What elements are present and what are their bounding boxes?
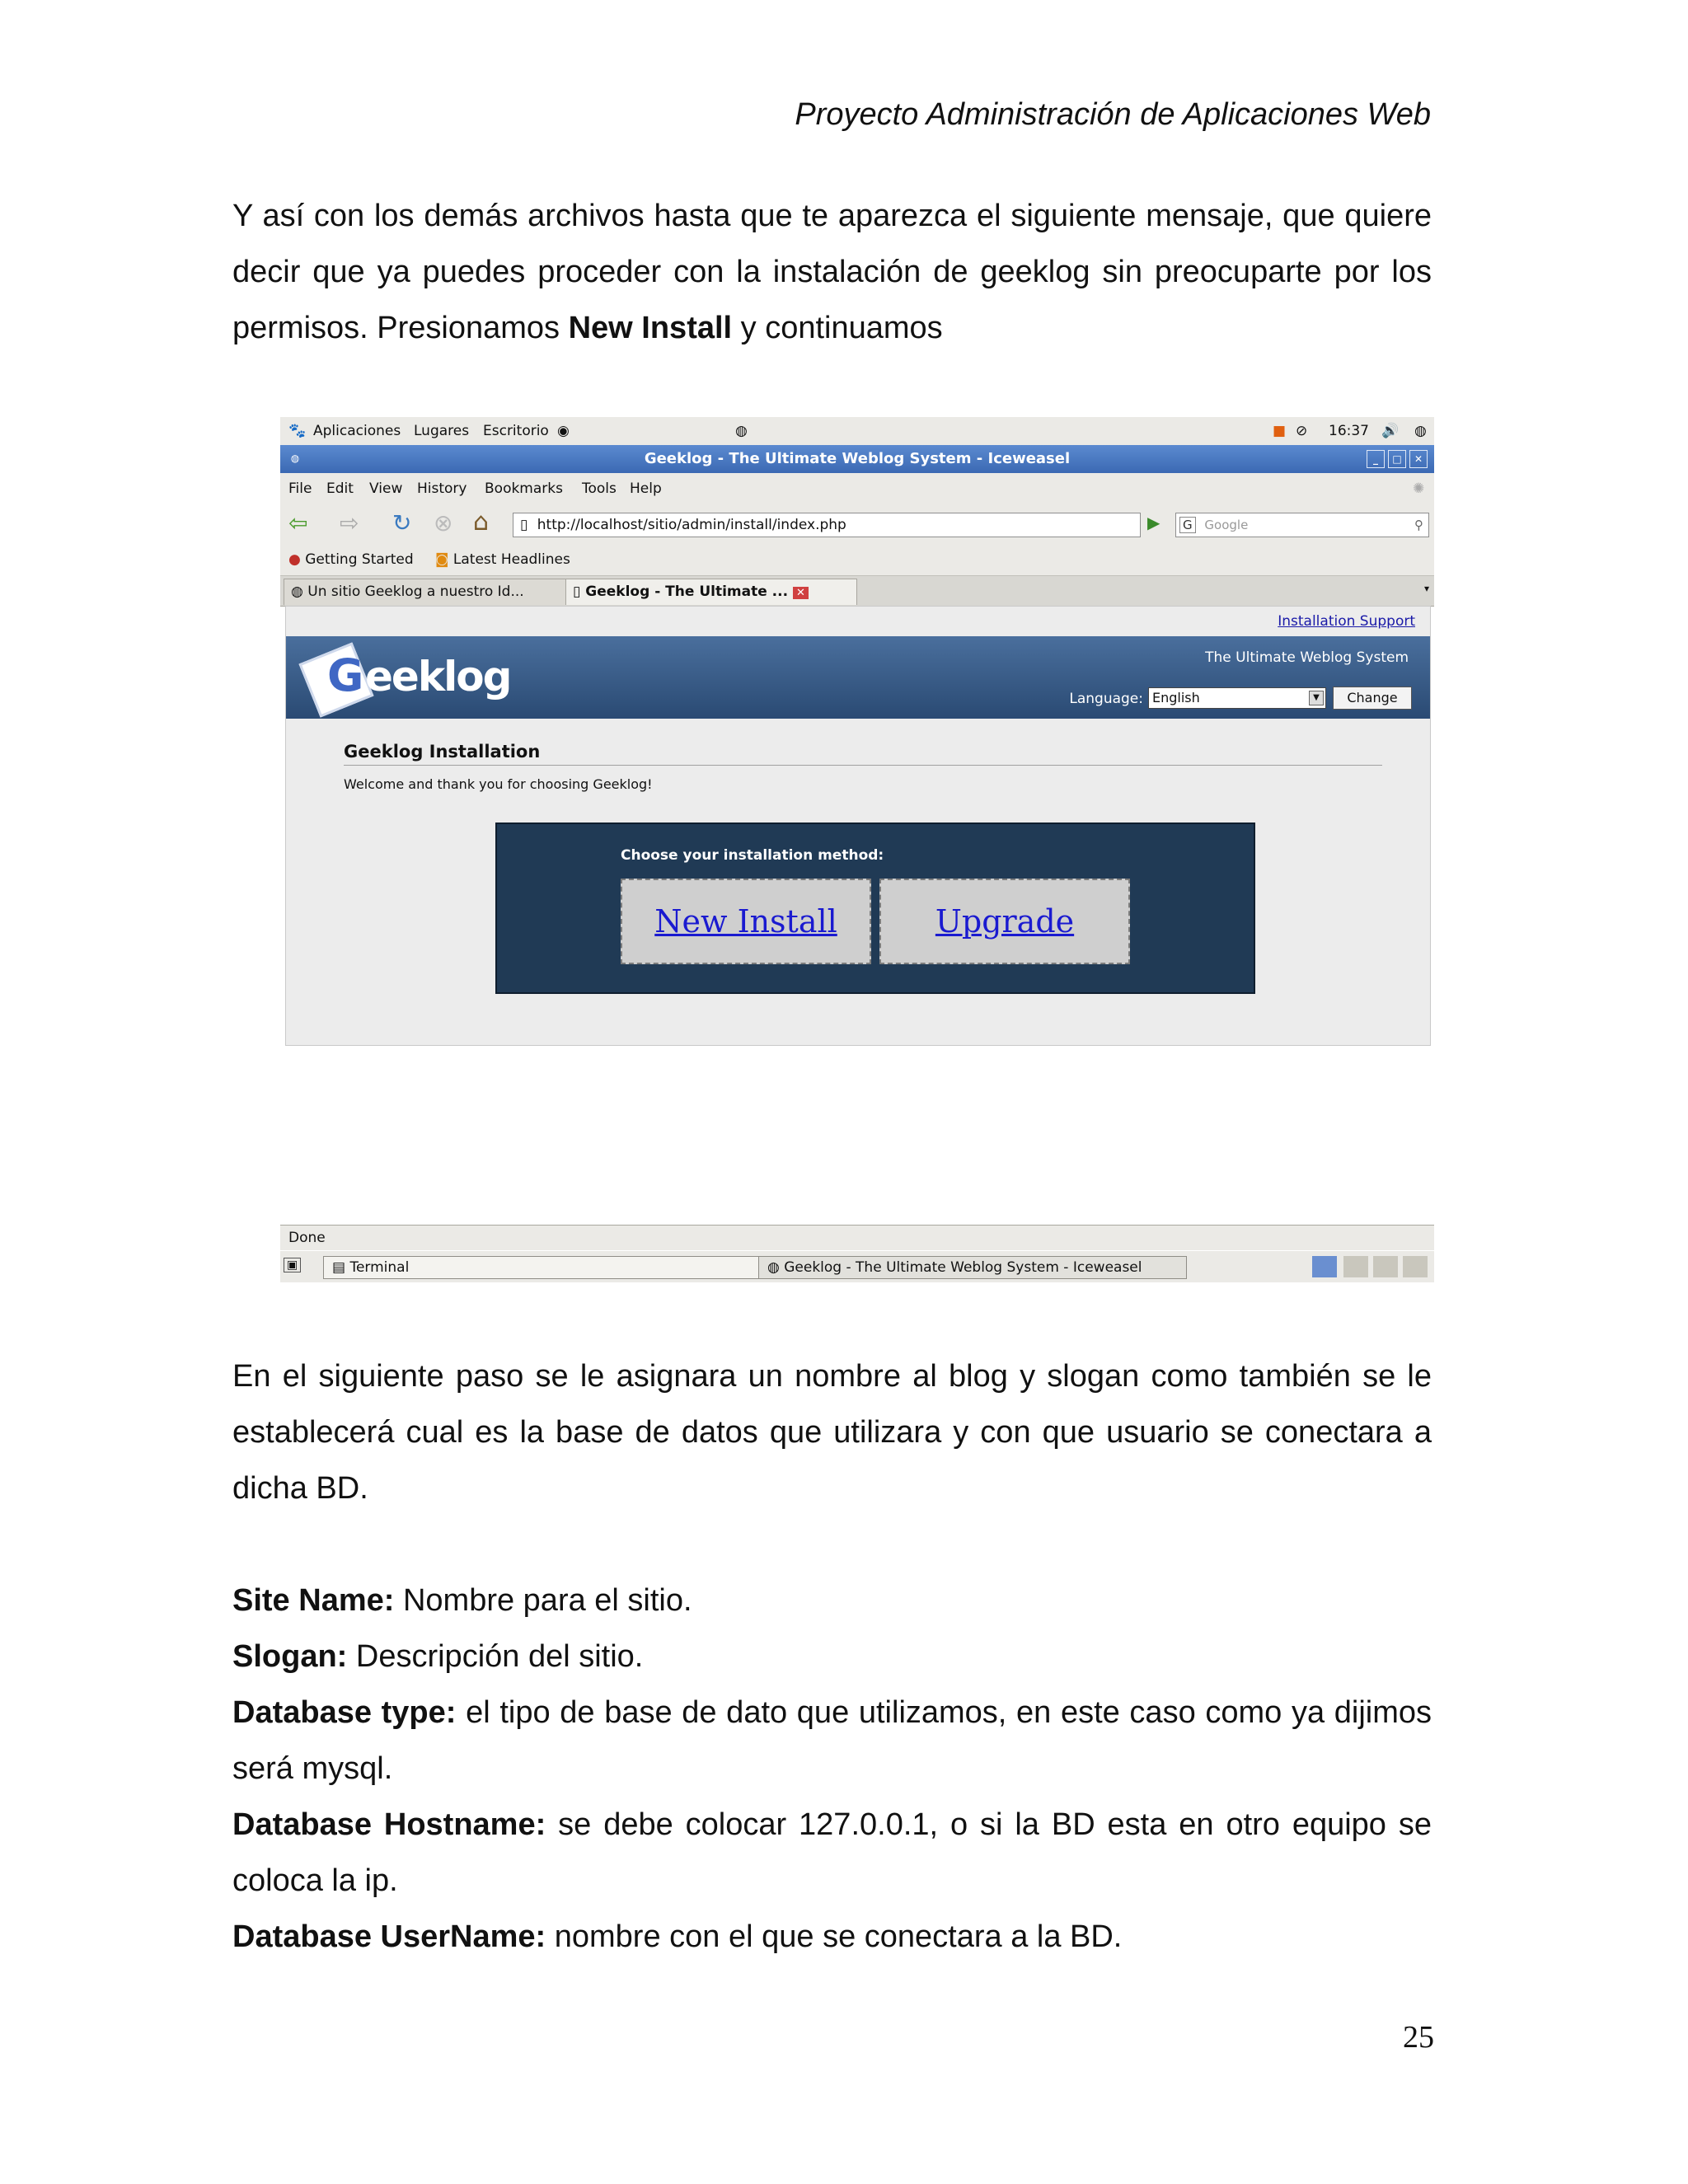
tab-bar: [280, 575, 1434, 607]
bookmark-latest-headlines[interactable]: ◙ Latest Headlines: [435, 551, 570, 568]
update-icon[interactable]: ■: [1273, 423, 1287, 439]
terminal-icon: ▤: [332, 1259, 346, 1276]
choose-method-label: Choose your installation method:: [621, 847, 884, 864]
workspace-2[interactable]: [1343, 1256, 1368, 1277]
panel-menu-apps[interactable]: Aplicaciones: [313, 423, 401, 439]
field-descriptions: [232, 1572, 1432, 1965]
volume-icon[interactable]: 🔊: [1381, 423, 1400, 439]
back-arrow-icon[interactable]: ⇦: [288, 509, 308, 537]
page-number: 25: [1403, 2020, 1434, 2055]
language-value: English: [1152, 690, 1200, 705]
field-database-type: Database type: el tipo de base de dato que utilizamos, en este caso como ya dijimos será mysql.: [232, 1695, 1432, 1786]
workspace-1[interactable]: [1312, 1256, 1337, 1277]
title-divider: [344, 765, 1382, 766]
window-title: Geeklog - The Ultimate Weblog System - Iceweasel: [644, 450, 1071, 467]
language-label: Language:: [1069, 691, 1143, 707]
rss-icon: ◙: [435, 551, 449, 568]
user-icon[interactable]: ◍: [1414, 423, 1427, 439]
network-icon[interactable]: ⊘: [1296, 423, 1308, 439]
tab-1-favicon: ◍: [291, 583, 303, 600]
gnome-taskbar: [280, 1251, 1434, 1282]
home-icon[interactable]: ⌂: [473, 508, 490, 537]
field-database-hostname: Database Hostname: se debe colocar 127.0.0.1, o si la BD esta en otro equipo se coloca la ip.: [232, 1807, 1432, 1898]
search-magnifier-icon[interactable]: ⚲: [1414, 518, 1423, 532]
intro-text-1: Y así con los demás archivos hasta que te aparezca el siguiente mensaje, que quiere decir que ya puedes proceder con la instalación de geeklog sin preocuparte por los permisos. Presionamos: [232, 199, 1432, 345]
browser-screenshot: [280, 417, 1434, 1282]
panel-menu-desktop[interactable]: Escritorio: [483, 423, 549, 439]
language-select[interactable]: [1148, 687, 1326, 709]
page-content: [285, 606, 1431, 1046]
menu-edit[interactable]: Edit: [326, 480, 354, 497]
forward-arrow-icon[interactable]: ⇨: [340, 509, 359, 537]
bookmarks-toolbar: [280, 544, 1434, 575]
maximize-button[interactable]: □: [1388, 450, 1406, 468]
navigation-toolbar: [280, 503, 1434, 544]
geeklog-logo-text: eeklog: [365, 653, 511, 701]
tab-2-title: Geeklog - The Ultimate ...: [585, 583, 789, 600]
geeklog-logo-letter: G: [327, 649, 364, 701]
bookmark-icon: ●: [288, 551, 301, 568]
geeklog-banner: [286, 636, 1430, 719]
menu-view[interactable]: View: [369, 480, 403, 497]
upgrade-button[interactable]: Upgrade: [879, 879, 1130, 964]
search-placeholder: Google: [1204, 518, 1249, 532]
installation-support-link[interactable]: Installation Support: [1278, 613, 1415, 630]
tab-1[interactable]: [284, 579, 567, 605]
field-site-name: Site Name: Nombre para el sitio.: [232, 1583, 692, 1618]
tab-list-chevron-icon[interactable]: ▾: [1423, 583, 1429, 594]
search-input[interactable]: [1175, 513, 1429, 537]
browser-menubar: [280, 473, 1434, 503]
bookmark-getting-started[interactable]: ● Getting Started: [288, 551, 414, 568]
window-menu-icon[interactable]: ◍: [290, 452, 300, 464]
geeklog-tagline: The Ultimate Weblog System: [1205, 649, 1409, 666]
install-method-box: [495, 823, 1255, 994]
page-icon: ▯: [520, 517, 528, 533]
tab-close-icon[interactable]: ✕: [793, 587, 809, 599]
intro-text-2: y continuamos: [732, 311, 943, 345]
workspace-3[interactable]: [1373, 1256, 1398, 1277]
welcome-text: Welcome and thank you for choosing Geeklog!: [344, 776, 653, 792]
tab-1-title: Un sitio Geeklog a nuestro Id...: [307, 583, 524, 600]
status-text: Done: [288, 1230, 326, 1246]
minimize-button[interactable]: _: [1367, 450, 1385, 468]
status-bar: [280, 1225, 1434, 1250]
page-header-title: Proyecto Administración de Aplicaciones Web: [795, 97, 1431, 132]
google-icon[interactable]: G: [1179, 517, 1196, 533]
panel-menu-places[interactable]: Lugares: [414, 423, 470, 439]
menu-file[interactable]: File: [288, 480, 312, 497]
url-text: http://localhost/sitio/admin/install/index.php: [537, 517, 846, 533]
menu-help[interactable]: Help: [630, 480, 662, 497]
gnome-top-panel: [280, 417, 1434, 446]
menu-bookmarks[interactable]: Bookmarks: [485, 480, 563, 497]
iceweasel-icon: ◍: [767, 1259, 780, 1276]
panel-clock[interactable]: 16:37: [1329, 423, 1369, 439]
chevron-down-icon: ▼: [1309, 691, 1324, 705]
field-database-username: Database UserName: nombre con el que se conectara a la BD.: [232, 1919, 1123, 1954]
menu-tools[interactable]: Tools: [582, 480, 617, 497]
taskbar-terminal[interactable]: ▤ Terminal: [323, 1256, 762, 1279]
launcher-icon[interactable]: ◉: [557, 423, 570, 439]
new-install-button[interactable]: New Install: [621, 879, 871, 964]
show-desktop-icon[interactable]: ▣: [284, 1258, 301, 1272]
browser-launcher-icon[interactable]: ◍: [735, 423, 748, 439]
second-paragraph: En el siguiente paso se le asignara un nombre al blog y slogan como también se le establecerá cual es la base de datos que utilizara y con que usuario se conectara a dicha BD.: [232, 1359, 1432, 1506]
workspace-4[interactable]: [1403, 1256, 1428, 1277]
go-arrow-icon[interactable]: ▶: [1147, 513, 1160, 532]
url-bar[interactable]: [513, 513, 1141, 537]
reload-icon[interactable]: ↻: [392, 509, 412, 537]
throbber-icon: ✺: [1413, 480, 1425, 497]
installation-title: Geeklog Installation: [344, 742, 541, 762]
field-slogan: Slogan: Descripción del sitio.: [232, 1639, 644, 1674]
menu-history[interactable]: History: [417, 480, 467, 497]
change-language-button[interactable]: Change: [1333, 687, 1412, 710]
taskbar-iceweasel[interactable]: ◍ Geeklog - The Ultimate Weblog System - Iceweasel: [758, 1256, 1187, 1279]
intro-paragraph: [232, 188, 1432, 356]
gnome-foot-icon[interactable]: 🐾: [288, 423, 307, 439]
window-titlebar: [280, 445, 1434, 473]
intro-bold: New Install: [568, 311, 733, 345]
tab-2[interactable]: [565, 579, 857, 605]
close-button[interactable]: ✕: [1409, 450, 1428, 468]
stop-icon[interactable]: ⊗: [434, 509, 453, 537]
tab-2-favicon: ▯: [573, 583, 581, 600]
